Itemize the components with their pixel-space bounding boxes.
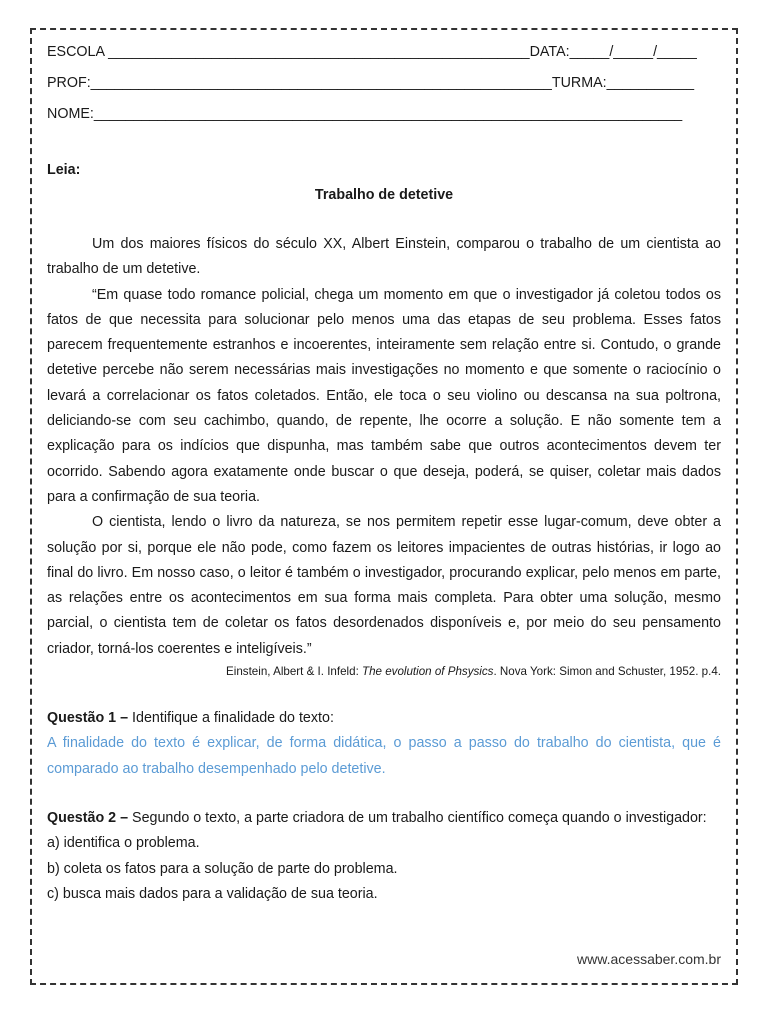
- school-date-line: ESCOLA _____________________________________________________DATA:_____/_____/_____: [47, 44, 697, 60]
- citation: [47, 662, 721, 682]
- question-2-label: Questão 2 –: [47, 809, 129, 826]
- question-1-answer: A finalidade do texto é explicar, de forma didática, o passo a passo do trabalho do cientista, que é comparado ao trabalho desempenhado pelo detetive.: [47, 735, 721, 777]
- teacher-class-line: PROF:__________________________________________________________TURMA:___________: [47, 75, 695, 91]
- option-a: a) identifica o problema.: [47, 835, 200, 852]
- reading-text: [47, 232, 721, 662]
- paragraph: Um dos maiores físicos do século XX, Albert Einstein, comparou o trabalho de um cientista ao trabalho de um detetive.: [47, 236, 721, 278]
- question-1-text: Identifique a finalidade do texto:: [128, 710, 334, 727]
- reading-instruction: Leia:: [47, 162, 81, 178]
- citation-title: The evolution of Phsysics: [362, 665, 494, 679]
- question-2: [47, 806, 721, 908]
- student-name-line: NOME:__________________________________________________________________________: [47, 106, 683, 122]
- question-1: [47, 706, 721, 782]
- question-2-text: Segundo o texto, a parte criadora de um trabalho científico começa quando o investigador:: [128, 809, 707, 826]
- option-c: c) busca mais dados para a validação de sua teoria.: [47, 886, 378, 903]
- citation-publisher: . Nova York: Simon and Schuster, 1952. p.4.: [493, 665, 721, 679]
- paragraph: O cientista, lendo o livro da natureza, se nos permitem repetir esse lugar-comum, deve obter a solução por si, porque ele não pode, como fazem os leitores impacientes de outras histórias, ir logo ao final do livro. Em nosso caso, o leitor é também o investigador, procurando explicar, pelo menos em parte, as relações entre os acontecimentos em sua forma mais completa. Para obter uma solução, mesmo parcial, o cientista tem de coletar os fatos desordenados disponíveis e, por meio do seu pensamento criador, torná-los coerentes e inteligíveis.”: [47, 514, 721, 657]
- website-link[interactable]: www.acessaber.com.br: [577, 951, 721, 967]
- paragraph: “Em quase todo romance policial, chega um momento em que o investigador já coletou todos os fatos de que necessita para solucionar pelo menos uma das etapas de seu problema. Esses fatos parecem frequentemente estranhos e incoerentes, inteiramente sem relação entre si. Contudo, o grande detetive percebe não serem necessárias mais investigações no momento e que somente o raciocínio o levará a correlacionar os fatos coletados. Então, ele toca o seu violino ou descansa na sua poltrona, deliciando-se com seu cachimbo, quando, de repente, lhe ocorre a solução. E não somente tem a explicação para os indícios que dispunha, mas também sabe que outros acontecimentos devem ter ocorrido. Sabendo agora exatamente onde buscar o que deseja, poderá, se quiser, coletar mais dados para a confirmação de sua teoria.: [47, 286, 721, 505]
- text-title: Trabalho de detetive: [314, 187, 454, 203]
- question-2-options: [47, 831, 721, 908]
- worksheet-content: [47, 40, 721, 908]
- question-1-label: Questão 1 –: [47, 710, 129, 727]
- option-b: b) coleta os fatos para a solução de parte do problema.: [47, 860, 398, 877]
- citation-authors: Einstein, Albert & I. Infeld:: [226, 665, 363, 679]
